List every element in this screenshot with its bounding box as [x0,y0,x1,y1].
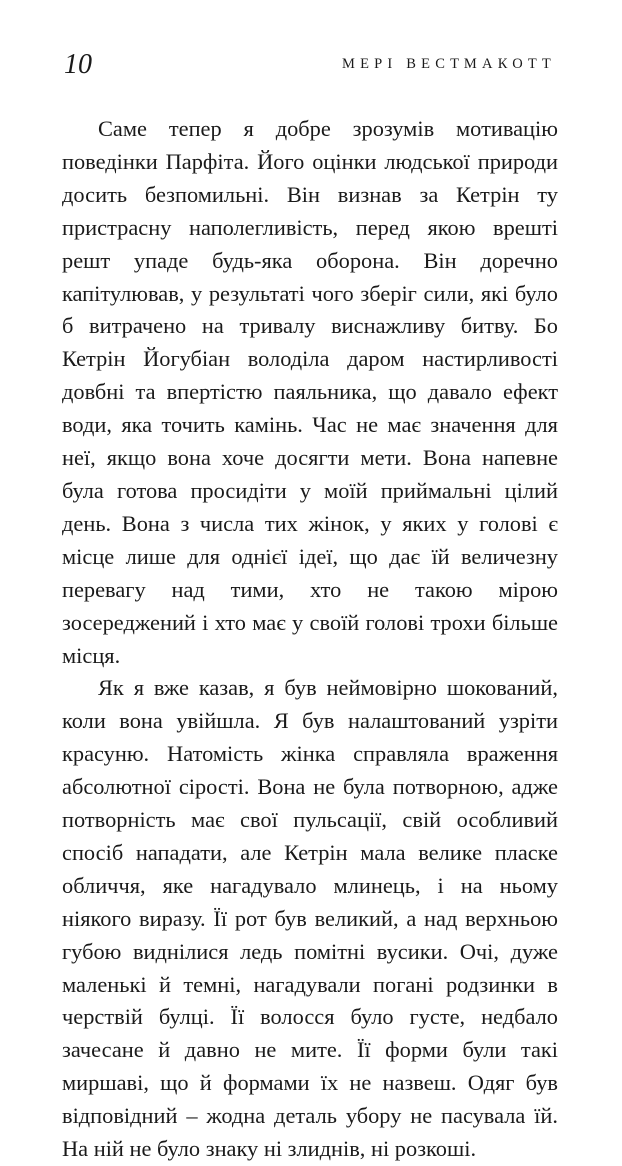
page-number: 10 [64,49,92,80]
page-header [64,48,556,84]
body-text [62,113,558,1166]
paragraph-1: Саме тепер я добре зрозумів мотивацію поведінки Парфіта. Його оцінки людської природи досить безпомильні. Він визнав за Кетрін ту пристрасну наполегливість, перед якою врешті решт упаде будь-яка оборона. Він доречно капітулював, у результаті чого зберіг сили, які було б витрачено на тривалу виснажливу битву. Бо Кетрін Йогубіан володіла даром настирливості довбні та впертістю паяльника, що давало ефект води, яка точить камінь. Час не має значення для неї, якщо вона хоче досягти мети. Вона напевне була готова просидіти у моїй приймальні цілий день. Вона з числа тих жінок, у яких у голові є місце лише для однієї ідеї, що дає їй величезну перевагу над тими, хто не такою мірою зосереджений і хто має у своїй голові трохи більше місця. [62,116,558,668]
paragraph-2: Як я вже казав, я був неймовірно шокований, коли вона увійшла. Я був налаштований узріти красуню. Натомість жінка справляла враження абсолютної сірості. Вона не була потворною, адже потворність має свої пульсації, свій особливий спосіб нападати, але Кетрін мала велике пласке обличчя, яке нагадувало млинець, і на ньому ніякого виразу. Її рот був великий, а над верхньою губою виднілися ледь помітні вусики. Очі, дуже маленькі й темні, нагадували погані родзинки в черствій булці. Її волосся було густе, недбало зачесане й давно не мите. Її форми були такі миршаві, що й формами їх не назвеш. Одяг був відповідний – жодна деталь убору не пасувала їй. На ній не було знаку ні злиднів, ні розкоші. [62,675,558,1162]
running-head-author: МЕРІ ВЕСТМАКОТТ [342,56,556,72]
